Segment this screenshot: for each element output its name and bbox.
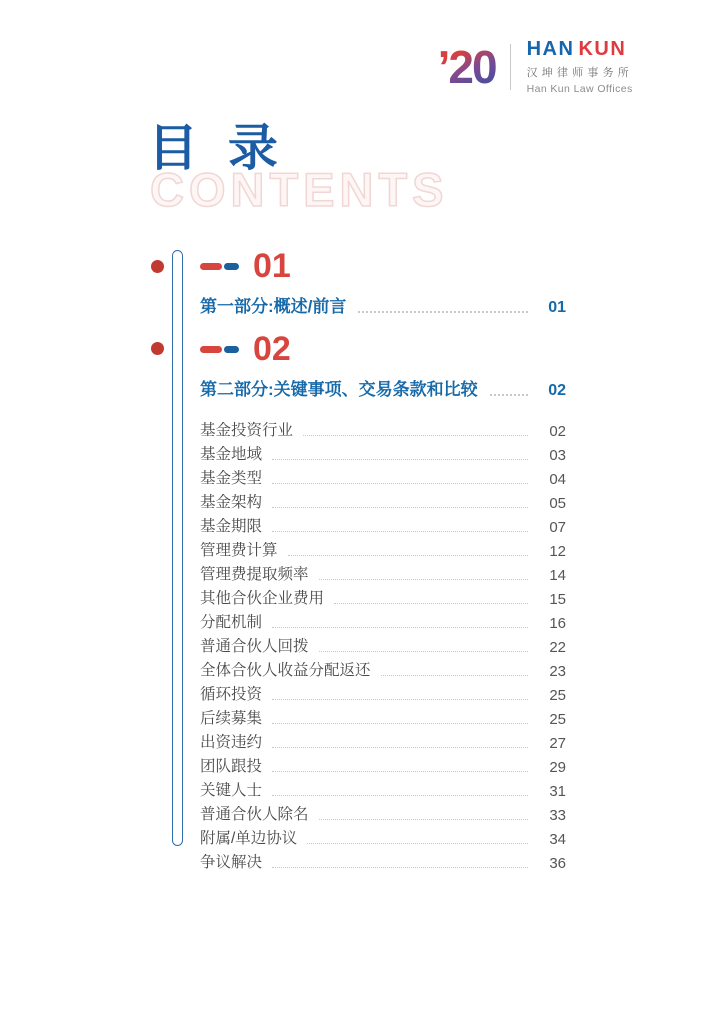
toc-item-page: 34 [549, 831, 566, 848]
dotted-leader [272, 771, 528, 772]
bicolor-dash-icon [200, 346, 239, 353]
bullet-dot-section-2 [151, 342, 164, 355]
toc-item-page: 25 [549, 711, 566, 728]
toc-item[interactable] [200, 488, 566, 512]
dotted-leader [307, 843, 528, 844]
toc-item-label: 管理费提取频率 [200, 566, 309, 583]
header-logo [438, 38, 633, 95]
toc-item-label: 附属/单边协议 [200, 830, 298, 847]
dotted-leader [303, 435, 528, 436]
toc-item[interactable] [200, 512, 566, 536]
toc-item-label: 普通合伙人除名 [200, 806, 309, 823]
dotted-leader [334, 603, 528, 604]
toc-item[interactable] [200, 656, 566, 680]
toc-item-label: 基金投资行业 [200, 422, 294, 439]
hankun-wordmark [527, 38, 633, 60]
toc-item-page: 31 [549, 783, 566, 800]
toc-item[interactable] [200, 464, 566, 488]
firm-name-chinese: 汉坤律师事务所 [526, 67, 633, 79]
toc-item-label: 普通合伙人回拨 [200, 638, 309, 655]
toc-item[interactable] [200, 440, 566, 464]
toc-item[interactable] [200, 800, 566, 824]
toc-item-page: 36 [549, 855, 566, 872]
contents-ghost-text: CONTENTS [150, 163, 449, 216]
toc-item[interactable] [200, 584, 566, 608]
toc-item[interactable] [200, 824, 566, 848]
toc-item[interactable] [200, 848, 566, 872]
hankun-logo [527, 38, 633, 95]
toc-item-label: 基金架构 [200, 494, 263, 511]
bicolor-dash-icon [200, 263, 239, 270]
section-2-entry[interactable] [200, 375, 566, 400]
toc-list [200, 416, 566, 872]
dotted-leader [272, 747, 528, 748]
section-2-page-number: 02 [548, 382, 566, 399]
toc-item[interactable] [200, 536, 566, 560]
toc-item[interactable] [200, 608, 566, 632]
toc-item[interactable] [200, 416, 566, 440]
toc-item[interactable] [200, 680, 566, 704]
bullet-dot-section-1 [151, 260, 164, 273]
toc-item[interactable] [200, 728, 566, 752]
toc-item-page: 07 [549, 519, 566, 536]
section-2-number-row [200, 329, 566, 369]
toc-item[interactable] [200, 704, 566, 728]
toc-item-page: 16 [549, 615, 566, 632]
dash-blue-segment [224, 263, 239, 270]
dash-red-segment [200, 263, 222, 270]
dotted-leader [381, 675, 528, 676]
page-title: 目 录 [148, 120, 286, 176]
dotted-leader [490, 394, 528, 396]
wordmark-han: HAN [526, 38, 575, 60]
toc-item-page: 12 [549, 543, 566, 560]
toc-item-page: 15 [549, 591, 566, 608]
toc-item-label: 循环投资 [200, 686, 263, 703]
section-1-entry[interactable] [200, 292, 566, 317]
dotted-leader [272, 723, 528, 724]
section-1-page-number: 01 [548, 299, 566, 316]
toc-item-label: 全体合伙人收益分配返还 [200, 662, 371, 679]
section-1-title: 第一部分:概述/前言 [200, 297, 347, 316]
dotted-leader [272, 531, 528, 532]
toc-item-page: 02 [549, 423, 566, 440]
section-block-2 [200, 329, 566, 400]
toc-item-page: 27 [549, 735, 566, 752]
dotted-leader [272, 699, 528, 700]
toc-item-page: 23 [549, 663, 566, 680]
toc-item-label: 管理费计算 [200, 542, 278, 559]
toc-item-page: 29 [549, 759, 566, 776]
toc-item-label: 出资违约 [200, 734, 263, 751]
toc-item[interactable] [200, 560, 566, 584]
anniversary-20-logo: ’20 [437, 40, 496, 93]
dotted-leader [272, 507, 528, 508]
dotted-leader [319, 819, 528, 820]
toc-item[interactable] [200, 752, 566, 776]
toc-item-label: 基金类型 [200, 470, 263, 487]
toc-item-page: 03 [549, 447, 566, 464]
section-block-1 [200, 246, 566, 317]
toc-item-label: 争议解决 [200, 854, 263, 871]
dotted-leader [272, 867, 528, 868]
section-2-title: 第二部分:关键事项、交易条款和比较 [200, 380, 478, 399]
dotted-leader [358, 311, 528, 313]
dotted-leader [272, 627, 528, 628]
toc-item-label: 其他合伙企业费用 [200, 590, 325, 607]
table-of-contents [150, 246, 566, 872]
section-1-number: 01 [253, 247, 291, 285]
section-2-number: 02 [253, 330, 291, 368]
toc-item-page: 05 [549, 495, 566, 512]
toc-item-page: 33 [549, 807, 566, 824]
dotted-leader [272, 795, 528, 796]
toc-item-label: 关键人士 [200, 782, 263, 799]
toc-item[interactable] [200, 632, 566, 656]
firm-name-english: Han Kun Law Offices [526, 83, 633, 95]
dotted-leader [319, 651, 528, 652]
dotted-leader [288, 555, 528, 556]
logo-divider [510, 44, 511, 90]
wordmark-kun: KUN [578, 38, 627, 60]
vertical-rail [172, 250, 183, 846]
toc-item-label: 基金期限 [200, 518, 263, 535]
toc-content [200, 246, 566, 872]
dotted-leader [272, 483, 528, 484]
dotted-leader [319, 579, 528, 580]
toc-item-label: 分配机制 [200, 614, 263, 631]
toc-item[interactable] [200, 776, 566, 800]
toc-item-label: 团队跟投 [200, 758, 263, 775]
toc-item-page: 14 [549, 567, 566, 584]
toc-item-page: 04 [549, 471, 566, 488]
dash-blue-segment [224, 346, 239, 353]
toc-item-label: 后续募集 [200, 710, 263, 727]
toc-item-page: 22 [549, 639, 566, 656]
section-1-number-row [200, 246, 566, 286]
toc-item-page: 25 [549, 687, 566, 704]
toc-item-label: 基金地域 [200, 446, 263, 463]
dash-red-segment [200, 346, 222, 353]
dotted-leader [272, 459, 528, 460]
